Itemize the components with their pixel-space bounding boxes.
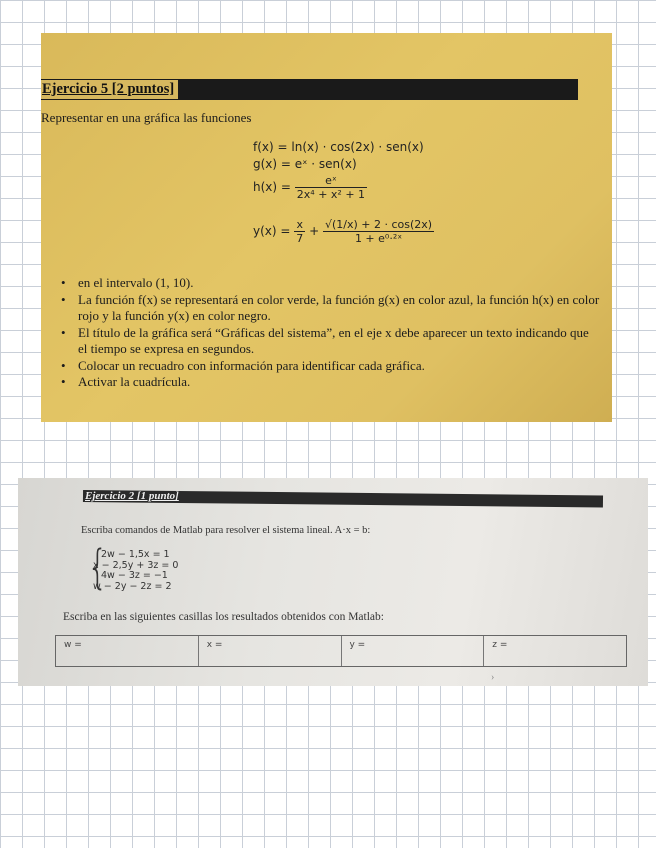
formula-y: y(x) = $\frac{x}{7}$ + $\frac{√(1/x) + 2 \cdot \cos(2x)}{\text{1 + e⁰·²ˣ}}$	[253, 218, 433, 245]
formula-y-fraction2	[323, 218, 434, 245]
page-mark: ›	[491, 672, 495, 683]
list-item: • El título de la gráfica será “Gráficas del sistema”, en el eje x debe aparecer un texto indicando que el tiempo se expresa en segundos.	[61, 325, 601, 358]
formula-y-den1: 7	[296, 232, 304, 245]
formula-g: g(x) = eˣ · sen(x)	[253, 157, 357, 171]
formula-f: f(x) = ln(x) · cos(2x) · sen(x)	[253, 140, 424, 154]
formula-h-left: h(x) =	[253, 180, 291, 194]
formula-y-den2: 1 + e⁰·²ˣ	[354, 232, 403, 245]
formula-y-num2: √(1/x) + 2 · cos(2x)	[324, 218, 433, 231]
exercise5-title: Ejercicio 5 [2 puntos]	[41, 80, 178, 99]
answer-boxes	[55, 635, 627, 667]
formula-h-fraction	[295, 174, 367, 201]
formula-h-denominator: 2x⁴ + x² + 1	[296, 188, 366, 201]
formula-y-left: y(x) =	[253, 224, 291, 238]
answer-box-y: y =	[342, 636, 485, 666]
answer-box-z: z =	[492, 640, 508, 650]
exercise5-photo	[41, 33, 612, 422]
exercise2-intro: Escriba comandos de Matlab para resolver el sistema lineal. A·x = b:	[81, 525, 371, 536]
list-item: • en el intervalo (1, 10).	[61, 275, 601, 292]
list-item: • Colocar un recuadro con información para identificar cada gráfica.	[61, 358, 601, 375]
list-item: • Activar la cuadrícula.	[61, 374, 601, 391]
answer-box-w: w =	[56, 636, 199, 666]
equation-line: 2w − 1,5x = 1	[101, 549, 170, 560]
formula-h	[253, 174, 367, 201]
equation-line: w − 2y − 2z = 2	[93, 580, 172, 592]
equation-line: 4w − 3z = −1	[101, 570, 168, 581]
requirements-list	[61, 275, 601, 391]
formula-h-numerator: eˣ	[295, 174, 367, 188]
equation-line: x − 2,5y + 3z = 0	[93, 559, 179, 571]
list-item: • La función f(x) se representará en color verde, la función g(x) en color azul, la función h(x) en color rojo y la función y(x) en color negro.	[61, 292, 601, 325]
exercise5-intro: Representar en una gráfica las funciones	[41, 110, 252, 125]
formula-y-num1: x	[294, 218, 305, 232]
formula-y-fraction1	[294, 218, 305, 245]
exercise2-title: Ejercicio 2 [1 punto]	[85, 490, 179, 502]
exercise5-header-bar	[41, 79, 578, 100]
answer-box-x: x =	[199, 636, 342, 666]
brace-icon: {	[87, 540, 108, 594]
exercise2-instructions: Escriba en las siguientes casillas los resultados obtenidos con Matlab:	[63, 611, 384, 623]
exercise2-photo	[18, 478, 648, 686]
